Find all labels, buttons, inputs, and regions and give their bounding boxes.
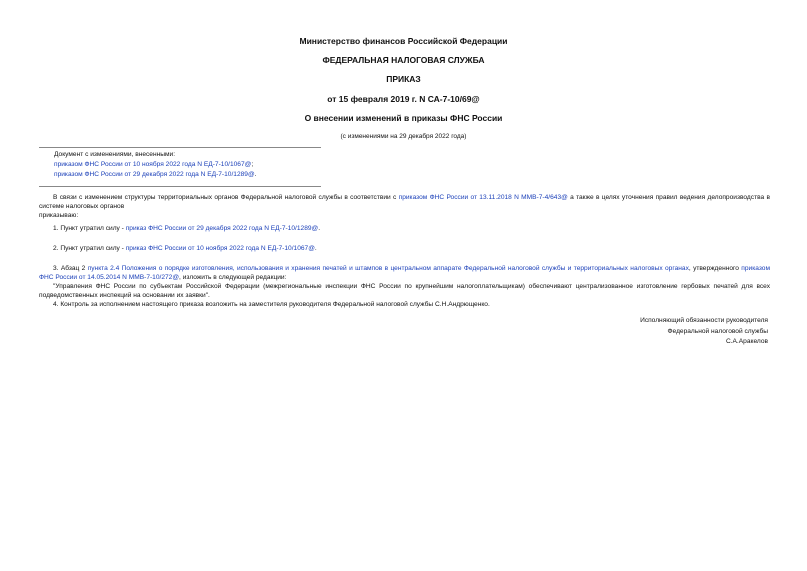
- p4-text-3: , изложить в следующей редакции:: [179, 274, 287, 281]
- control-clause: 4. Контроль за исполнением настоящего приказа возложить на заместителя руководителя Федеральной налоговой службы С.Н.Андрющенко.: [53, 301, 490, 308]
- divider-bottom: [39, 186, 321, 187]
- p2-text: 1. Пункт утратил силу -: [53, 225, 126, 232]
- order-link-1067[interactable]: приказ ФНС России от 10 ноября 2022 года N ЕД-7-10/1067@: [125, 245, 315, 252]
- p4-text-2: , утвержденного: [688, 265, 742, 272]
- signature-position: Исполняющий обязанности руководителя: [640, 317, 768, 324]
- amended-note: (с изменениями на 29 декабря 2022 года): [340, 133, 467, 140]
- ministry-title: Министерство финансов Российской Федерации: [299, 36, 508, 46]
- sep-2: .: [254, 171, 257, 178]
- change-link-2[interactable]: приказом ФНС России от 29 декабря 2022 года N ЕД-7-10/1289@: [54, 171, 255, 178]
- doc-type: ПРИКАЗ: [386, 74, 421, 84]
- paragraph-2: [39, 224, 770, 233]
- paragraph-3: [39, 244, 770, 253]
- p2-end: .: [318, 225, 321, 232]
- date-number: от 15 февраля 2019 г. N СА-7-10/69@: [327, 94, 480, 104]
- p3-text: 2. Пункт утратил силу -: [53, 245, 126, 252]
- change-link-1[interactable]: приказом ФНС России от 10 ноября 2022 года N ЕД-7-10/1067@: [54, 161, 252, 168]
- service-title: ФЕДЕРАЛЬНАЯ НАЛОГОВАЯ СЛУЖБА: [322, 55, 485, 65]
- regulation-link[interactable]: пункта 2.4 Положения о порядке изготовления, использования и хранения печатей и штампов в центральном аппарате Федеральной налоговой службы и территориальных налоговых органах: [87, 265, 689, 272]
- p4-text: 3. Абзац 2: [53, 265, 88, 272]
- paragraph-4: [39, 264, 770, 309]
- sep-1: ;: [251, 161, 254, 168]
- changes-intro: Документ с изменениями, внесенными:: [54, 151, 176, 158]
- paragraph-1: [39, 193, 770, 220]
- quoted-text: "Управления ФНС России по субъектам Российской Федерации (межрегиональные инспекции ФНС России по крупнейшим налогоплательщикам) обеспечивают централизованное изготовление гербовых печатей для всех подведомственных инспекций на основании их заявки".: [39, 283, 770, 299]
- doc-subject: О внесении изменений в приказы ФНС России: [304, 113, 503, 123]
- order-link-1289[interactable]: приказ ФНС России от 29 декабря 2022 года N ЕД-7-10/1289@: [125, 225, 319, 232]
- signature-org: Федеральной налоговой службы: [667, 327, 768, 335]
- p1-text-2: а также в целях уточнения правил ведения делопроизводства в системе налоговых органов: [39, 194, 770, 210]
- signature-block: [640, 316, 768, 348]
- order-link-272[interactable]: приказом ФНС России от 14.05.2014 N ММВ-7-10/272@: [39, 265, 770, 281]
- changes-note: [54, 150, 257, 180]
- p3-end: .: [314, 245, 317, 252]
- order-word: приказываю:: [39, 212, 79, 219]
- p1-text: В связи с изменением структуры территориальных органов Федеральной налоговой службы в соответствии с: [53, 194, 399, 201]
- order-link-643[interactable]: приказом ФНС России от 13.11.2018 N ММВ-7-4/643@: [398, 194, 568, 201]
- signature-name: С.А.Аракелов: [725, 338, 768, 345]
- divider-top: [39, 147, 321, 148]
